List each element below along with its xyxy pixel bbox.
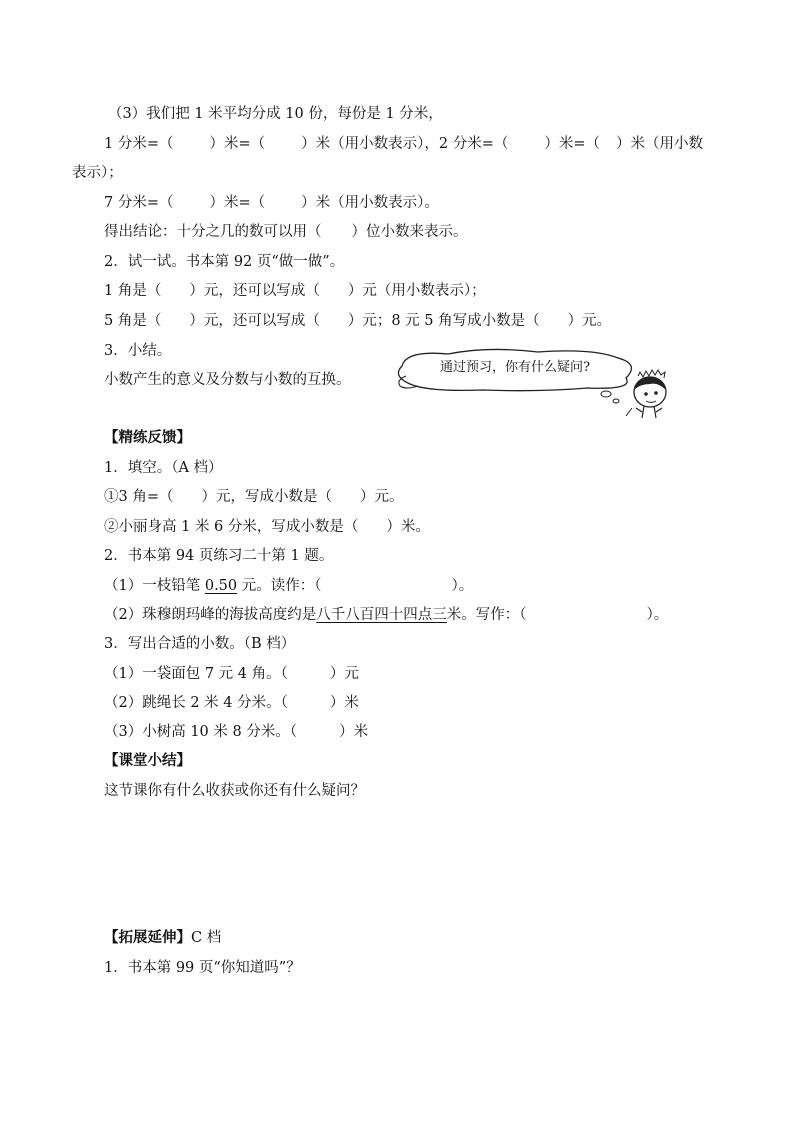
extension-title: 【拓展延伸】 [104,929,191,946]
text: 米。写作：（ [446,607,527,623]
text: ）元，还可以写成（ [189,283,320,299]
text: ）元，写成小数是（ [201,489,332,505]
text: ）。 [646,607,669,623]
text: ）米 [329,695,359,711]
text: 5 角是（ [104,313,162,329]
jiao-line-1 [104,281,486,301]
q1-a [104,487,403,507]
summary-title: 3．小结。 [104,343,172,359]
text: ）。 [451,578,474,594]
text: ）米（用小数表示）。 [301,195,439,211]
thinking-child-icon [626,370,666,418]
q2-title: 2．书本第 94 页练习二十第 1 题。 [104,548,334,564]
text: ）元。 [567,313,612,329]
text: ）米。 [386,519,430,535]
text: ）米 [339,724,369,740]
text: ）元；8 元 5 角写成小数是（ [347,313,540,329]
text: （1）一枝铅笔 [104,578,205,594]
practice-heading: 【精练反馈】 [104,429,191,446]
conversion-line-2 [104,193,439,213]
text: ）元 [329,666,359,682]
class-summary-question: 这节课你有什么收获或你还有什么疑问？ [104,783,365,799]
text: （2）跳绳长 2 米 4 分米。（ [104,695,288,711]
text: （3）小树高 10 米 8 分米。（ [104,724,298,740]
q1-title: 1．填空。（A 档） [104,460,223,476]
text: ）元。 [359,489,404,505]
text: （2）珠穆朗玛峰的海拔高度约是 [104,607,317,623]
text: ）元，还可以写成（ [189,313,320,329]
text: 元。读作：（ [237,578,322,594]
text: ①3 角=（ [104,489,174,505]
conversion-line-1 [104,134,703,154]
q3-1 [104,664,359,684]
text: ）位小数来表示。 [351,224,468,240]
text: 7 分米=（ [104,195,174,211]
jiao-line-5 [104,311,611,331]
summary-text: 小数产生的意义及分数与小数的互换。 [104,372,351,388]
q2-2 [104,605,668,625]
extension-level: C 档 [191,930,222,946]
text: ）米=（ [209,195,266,211]
class-summary-heading: 【课堂小结】 [104,752,191,769]
q1-b [104,517,430,537]
text: （1）一袋面包 7 元 4 角。（ [104,666,288,682]
text: ）米=（ [544,136,601,152]
underlined-value: 八千八百四十四点三 [316,607,447,623]
text: ）米（用小数 [616,136,704,152]
bubble-text: 通过预习，你有什么疑问? [440,360,590,375]
conclusion-line [104,222,468,242]
extension-q1: 1．书本第 99 页“你知道吗”？ [104,960,301,976]
text: 1 分米=（ [104,136,174,152]
text: ）米=（ [209,136,266,152]
q3-2 [104,693,359,713]
text: 得出结论：十分之几的数可以用（ [104,224,322,240]
preview-item-3: （3）我们把 1 米平均分成 10 份，每份是 1 分米， [108,106,443,122]
text: ）元（用小数表示）； [347,283,486,299]
q3-3 [104,722,368,742]
text: ②小丽身高 1 米 6 分米，写成小数是（ [104,519,359,535]
text: 1 角是（ [104,283,162,299]
try-title: 2．试一试。书本第 92 页“做一做”。 [104,254,345,270]
extension-heading [104,928,221,948]
q3-title: 3．写出合适的小数。（B 档） [104,636,296,652]
q2-1 [104,576,473,596]
underlined-value: 0.50 [204,578,238,594]
text: ）米（用小数表示），2 分米=（ [301,136,509,152]
conversion-line-1-wrap: 表示）； [72,165,123,181]
